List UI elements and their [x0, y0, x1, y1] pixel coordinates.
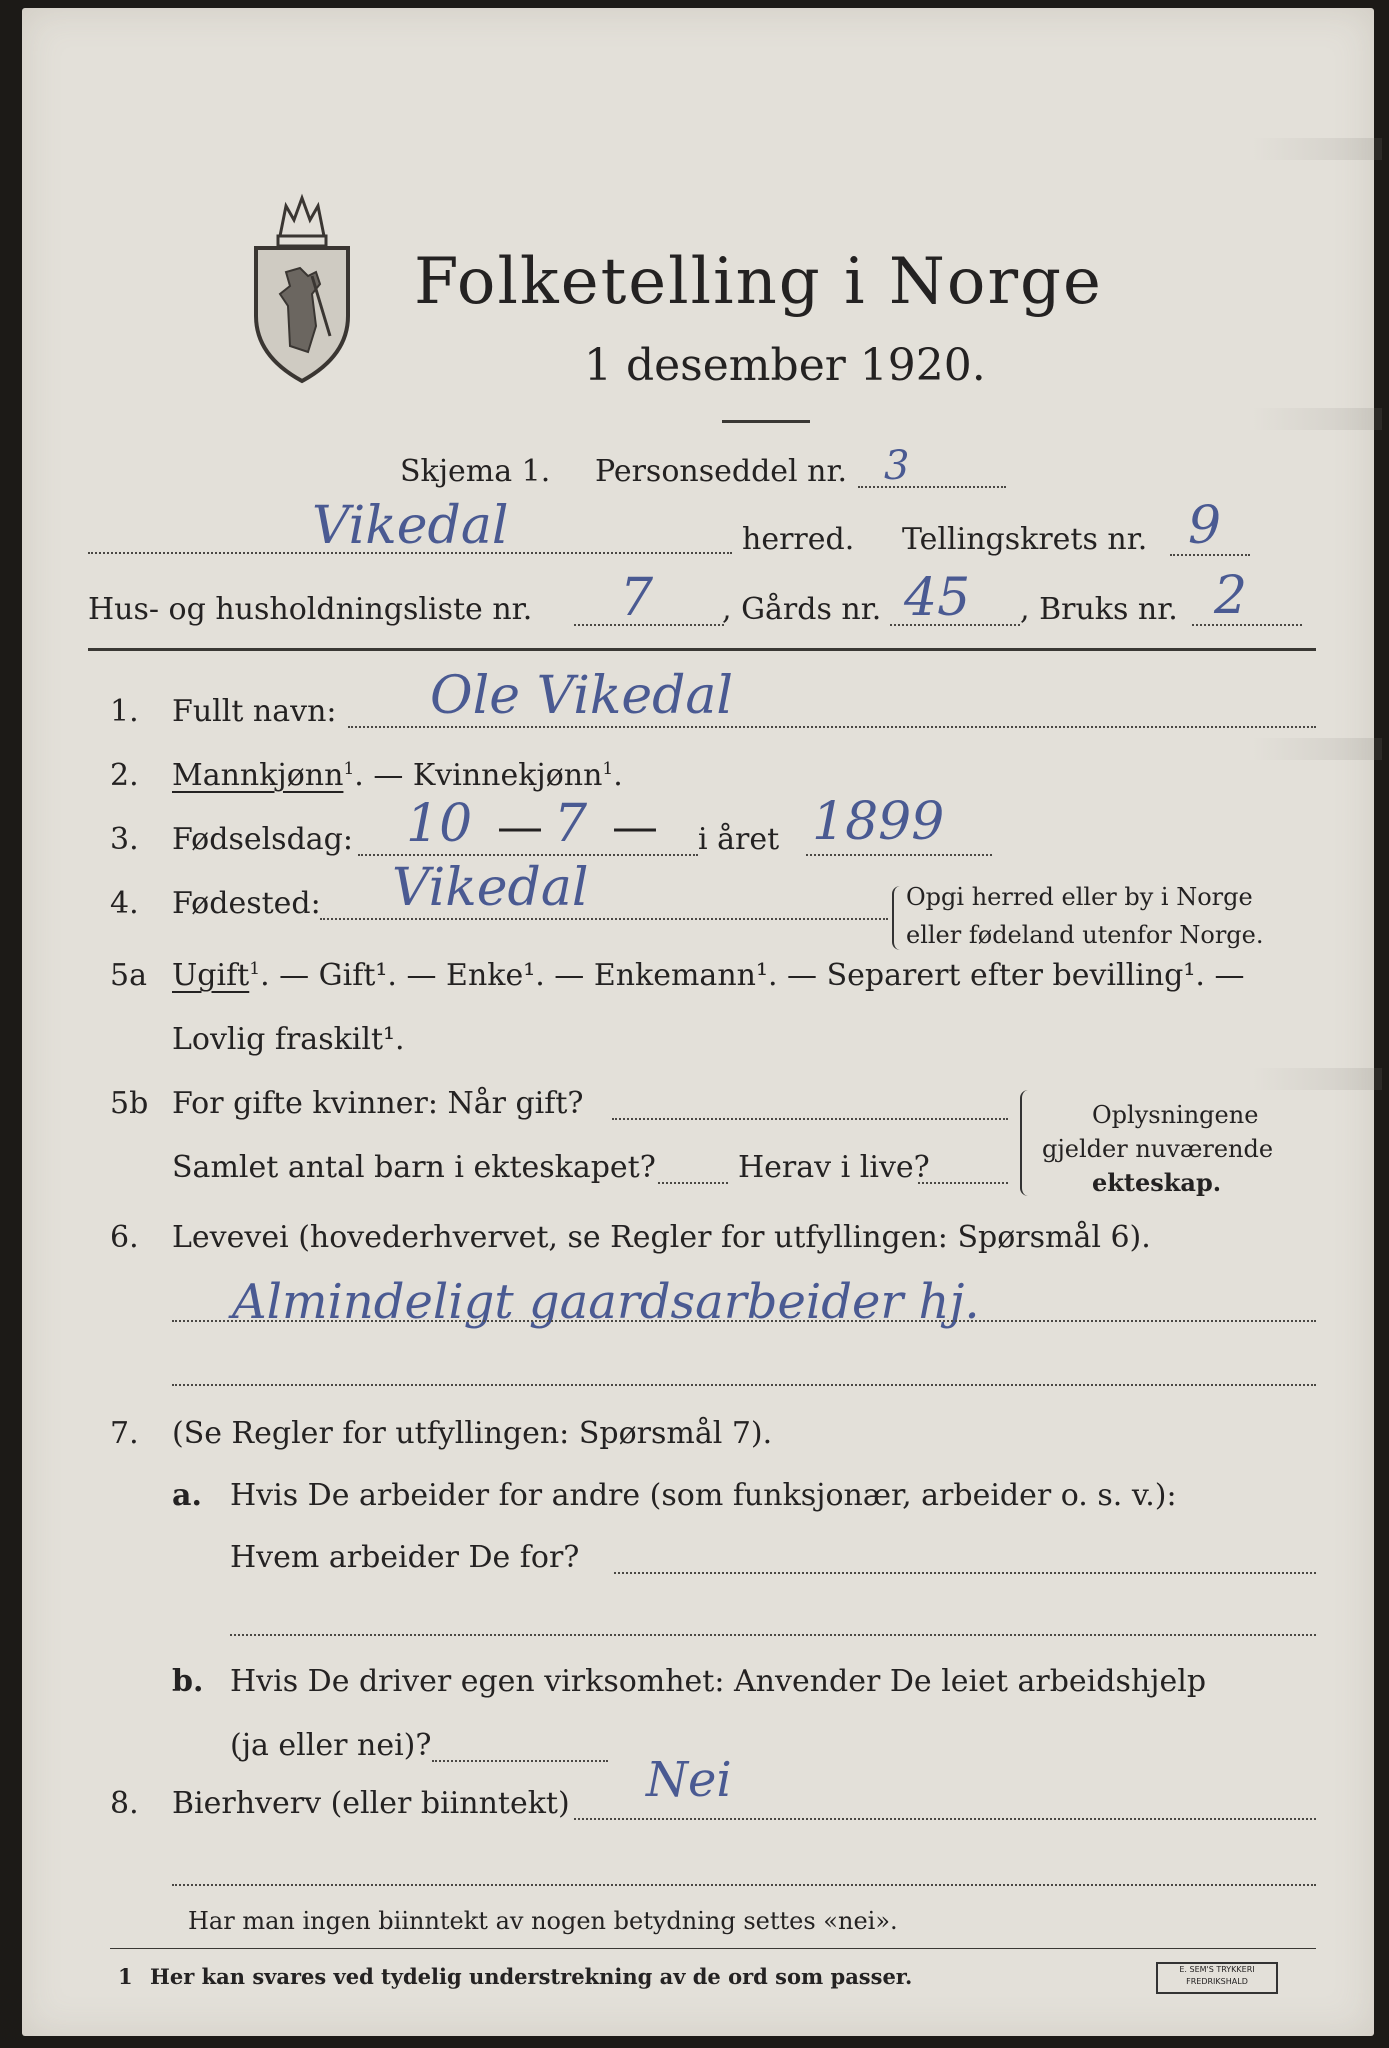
- title-divider: [722, 420, 810, 423]
- q7a-line2: Hvem arbeider De for?: [230, 1540, 580, 1575]
- census-form-sheet: [22, 8, 1374, 2036]
- q5b-note2: gjelder nuværende: [1042, 1135, 1274, 1163]
- footnote-separator: [110, 1948, 1316, 1949]
- q4-field-line: [320, 918, 888, 920]
- q2-male-option: Mannkjønn: [172, 758, 344, 793]
- q7b-field-line: [432, 1760, 608, 1762]
- q3-date-field-line: [358, 854, 698, 856]
- bleed-through-mark: [1252, 138, 1382, 160]
- tellingskrets-label: Tellingskrets nr.: [902, 522, 1148, 557]
- q5b-note-brace: [1020, 1090, 1032, 1196]
- q2-number: 2.: [110, 758, 139, 793]
- q8-field-line2: [172, 1884, 1316, 1886]
- q7b-line2: (ja eller nei)?: [230, 1728, 432, 1763]
- personseddel-label: Personseddel nr.: [595, 454, 848, 489]
- personseddel-number: 3: [884, 443, 910, 489]
- q7a-field-line1: [614, 1572, 1316, 1574]
- q4-note-brace: [892, 886, 904, 950]
- bruks-field-line: [1192, 624, 1302, 626]
- personseddel-field-line: [858, 486, 1006, 488]
- q4-birthplace-value: Vikedal: [392, 858, 589, 918]
- hus-number: 7: [620, 568, 654, 628]
- q8-number: 8.: [110, 1786, 139, 1821]
- tellingskrets-number: 9: [1188, 496, 1222, 556]
- q5b-note1: Oplysningene: [1092, 1101, 1259, 1129]
- q3-year-field-line: [806, 854, 992, 856]
- q1-label: Fullt navn:: [172, 694, 337, 729]
- q7b-line1: Hvis De driver egen virksomhet: Anvender De leiet arbeidshjelp: [230, 1664, 1207, 1699]
- gards-label: , Gårds nr.: [722, 592, 882, 627]
- q7a-line1: Hvis De arbeider for andre (som funksjonær, arbeider o. s. v.):: [230, 1478, 1177, 1513]
- schema-label: Skjema 1.: [400, 454, 551, 489]
- q5a-number: 5a: [110, 958, 147, 993]
- q6-label: Levevei (hovederhvervet, se Regler for utfyllingen: Spørsmål 6).: [172, 1220, 1151, 1255]
- footnote-ref: 1: [602, 759, 614, 779]
- q5a-options-line1: [172, 958, 1244, 994]
- q5a-unmarried-option: Ugift: [172, 958, 250, 993]
- q3-separator: —: [497, 799, 543, 853]
- q7-label: (Se Regler for utfyllingen: Spørsmål 7).: [172, 1416, 773, 1451]
- q5b-married-field-line: [612, 1118, 1008, 1120]
- q3-birth-day: 10: [406, 794, 473, 854]
- q2-sex-options: [172, 758, 623, 794]
- q5a-other-options: . — Gift¹. — Enke¹. — Enkemann¹. — Separert efter bevilling¹. —: [260, 958, 1245, 993]
- footnote-mark: 1: [118, 1964, 133, 1989]
- q6-occupation-value: Almindeligt gaardsarbeider hj.: [232, 1274, 980, 1330]
- q5b-number: 5b: [110, 1086, 149, 1121]
- header-separator: [88, 648, 1316, 651]
- printer-stamp: E. SEM'S TRYKKERI FREDRIKSHALD: [1156, 1962, 1278, 1994]
- q5b-alive-label: Herav i live?: [738, 1150, 930, 1185]
- q4-note-line2: eller fødeland utenfor Norge.: [906, 921, 1264, 949]
- q3-birth-month: 7: [554, 794, 588, 854]
- municipality-value: Vikedal: [312, 496, 509, 556]
- q5a-options-line2: Lovlig fraskilt¹.: [172, 1022, 405, 1057]
- q2-end: .: [613, 758, 623, 793]
- bruks-number: 2: [1214, 566, 1248, 626]
- bleed-through-mark: [1252, 408, 1382, 430]
- q6-field-line1: [172, 1320, 1316, 1322]
- footnote-text: Her kan svares ved tydelig understrekning av de ord som passer.: [150, 1964, 913, 1989]
- q6-number: 6.: [110, 1220, 139, 1255]
- q1-number: 1.: [110, 694, 139, 729]
- q4-note-line1: Opgi herred eller by i Norge: [906, 883, 1253, 911]
- census-date: 1 desember 1920.: [584, 340, 986, 391]
- bleed-through-mark: [1252, 1068, 1382, 1090]
- q2-female-option: . — Kvinnekjønn: [354, 758, 603, 793]
- q3-separator: —: [612, 799, 658, 853]
- q1-field-line: [348, 726, 1316, 728]
- q1-name-value: Ole Vikedal: [430, 666, 734, 726]
- bruks-label: , Bruks nr.: [1020, 592, 1178, 627]
- q3-number: 3.: [110, 822, 139, 857]
- q4-number: 4.: [110, 886, 139, 921]
- q8-value: Nei: [646, 1752, 732, 1808]
- q3-year-label: i året: [698, 822, 780, 857]
- footnote-ref: 1: [249, 959, 261, 979]
- q3-birth-year: 1899: [812, 792, 945, 852]
- coat-of-arms-icon: [250, 176, 354, 388]
- hus-label: Hus- og husholdningsliste nr.: [88, 592, 533, 627]
- q5b-line1: For gifte kvinner: Når gift?: [172, 1086, 584, 1121]
- q8-label: Bierhverv (eller biinntekt): [172, 1786, 570, 1821]
- footer-note: Har man ingen biinntekt av nogen betydning settes «nei».: [188, 1907, 898, 1935]
- gards-number: 45: [904, 568, 971, 628]
- q3-label: Fødselsdag:: [172, 822, 353, 857]
- bleed-through-mark: [1252, 738, 1382, 760]
- q4-label: Fødested:: [172, 886, 321, 921]
- herred-label: herred.: [742, 522, 855, 557]
- q5b-children-label: Samlet antal barn i ekteskapet?: [172, 1150, 656, 1185]
- q7a-letter: a.: [172, 1478, 202, 1513]
- form-title: Folketelling i Norge: [414, 245, 1103, 319]
- q5b-alive-field-line: [918, 1182, 1008, 1184]
- footnote-ref: 1: [343, 759, 355, 779]
- q7-number: 7.: [110, 1416, 139, 1451]
- q5b-note3: ekteskap.: [1092, 1168, 1222, 1197]
- q7a-field-line2: [230, 1634, 1316, 1636]
- q8-field-line: [574, 1818, 1316, 1820]
- q5b-children-field-line: [658, 1182, 728, 1184]
- q6-field-line2: [172, 1384, 1316, 1386]
- q7b-letter: b.: [172, 1664, 204, 1699]
